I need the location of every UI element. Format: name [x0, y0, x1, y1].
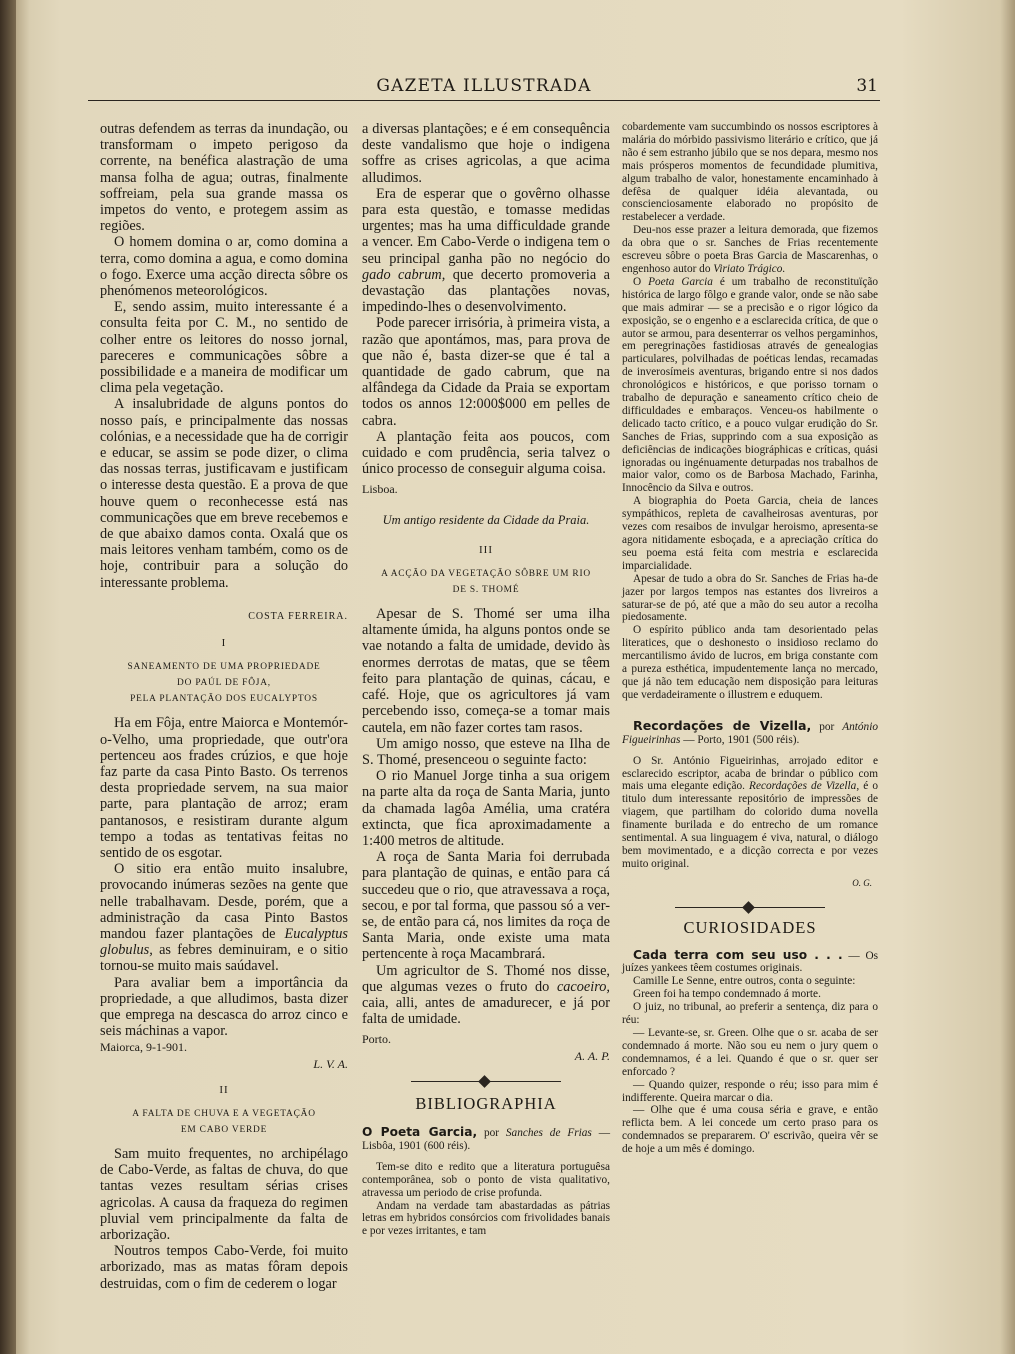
paragraph: Green foi ha tempo condemnado á morte.	[633, 988, 821, 1001]
emphasis: Recordações de Vizella,	[749, 780, 860, 793]
emphasis: Poeta Garcia	[648, 275, 713, 288]
paragraph: A biographia do Poeta Garcia, cheia de lances sympáthicos, repleta de cavalheirosas aventuras, por vezes com resaibos de invulgar heroismo, apresenta-se agora nitidamente esboçada, e a apreciação crítica do seu poema está feita com mestria e esclarecida imparcialidade.	[622, 495, 878, 572]
paragraph: Era de esperar que o govêrno olhasse para esta questão, e tomasse medidas urgentes; mas ha uma difficuldade grande a vencer. Em Cabo-Verde o indigena tem o seu principal ganha pão no negócio do gado cabrum, que decerto promoveria a devastação das plantações novas, impedindo-lhes o desenvolvimento.	[362, 185, 610, 316]
paragraph: cobardemente vam succumbindo os nossos escriptores à malária do mórbido passivismo literário e crítico, que já não é sem estranho júbilo que se nos depara, mesmo nos mais prósperos momentos de fecundidade plumitiva, algum trabalho de valor, honestamente encaminhado à defêsa de qualquer idéia alevantada, ou conscienciosamente elaborado no propósito de restabelecer a verdade.	[622, 121, 878, 224]
paragraph: — Olhe que é uma cousa séria e grave, e então reflicta bem. A lei concede um certo praso para os condemnados se prepararem. O' escrivão, queira vêr se de hoje a um mês é domingo.	[622, 1104, 878, 1156]
paragraph: Pode parecer irrisória, à primeira vista, a razão que apontámos, mas, para prova de que não é, basta dizer-se que é tal a quantidade de gado cabrum, que na alfândega da Cidade da Praia se exportam todos os annos 12:000$000 em pelles de cabra.	[362, 315, 610, 429]
paragraph: Para avaliar bem a importância da propriedade, a que alludimos, basta dizer que emprega na descasca do arroz cinco e seis máchinas a vapor.	[100, 974, 348, 1040]
binding-spine	[0, 0, 16, 1354]
byline: Um antigo residente da Cidade da Praia.	[382, 512, 590, 527]
paragraph: Deu-nos esse prazer a leitura demorada, que fizemos da obra que o sr. Sanches de Frias recentemente escreveu sôbre o poeta Bras Garcia de Mascarenhas, o engenhoso autor do Viriato Trágico.	[622, 224, 878, 275]
heading-line: DE S. THOMÉ	[452, 585, 520, 596]
heading-line: DO PAÚL DE FÔJA,	[177, 678, 271, 689]
section-numeral: I	[221, 637, 227, 650]
paragraph: Cada terra com seu uso . . . — Os juízes yankees têem costumes originais.	[622, 947, 879, 975]
book-author: António Figueirinhas	[622, 720, 878, 746]
paragraph: O rio Manuel Jorge tinha a sua origem na parte alta da roça de Santa Maria, junto da chamada lagôa Amélia, uma cratéra extincta, que fica aproximadamente a 1:400 metros de altitude.	[362, 768, 610, 849]
paragraph: Ha em Fôja, entre Maiorca e Montemór-o-Velho, uma propriedade, que outr'ora pertenceu aos frades crúzios, e que hoje faz parte da casa Pinto Basto. Os terrenos desta propriedade servem, na sua maior parte, para plantação de arroz; eram pantanosos, e resistiram durante algum tempo a todas as tentativas feitas no sentido de os esgotar.	[100, 715, 348, 861]
section-heading	[100, 1106, 348, 1138]
paragraph: O Poeta Garcia é um trabalho de reconstituïção histórica de largo fôlgo e grande valor, onde se não sabe que mais admirar — se a precisão e o rigor lógico da exposição, se o engenho e a esclarecida crítica, de que o autor se armou, para desenterrar os velhos pergaminhos, em peregrinações fastidiosas através de genealogias particulares, polvilhadas de poéticas lendas, recamadas de inverosímeis aventuras, brigando entre si nos dados chronológicos e históricos, e que porisso tornam o trabalho de depuração e saneamento crítico cheio de difficuldades e embaraços. Venceu-os habilmente o delicado tacto crítico, e a pouco vulgar erudição do Sr. Sanches de Frias, supprindo com a sua exposição as deficiências de indicações biográphicas e críticas, quási ignoradas ou ingénuamente deturpadas nos trabalhos de maior valor, como os de Barbosa Machado, Farinha, Innocêncio da Silva e outros.	[622, 275, 879, 495]
paragraph: Apesar de S. Thomé ser uma ilha altamente úmida, ha alguns pontos onde se vae notando a falta de umidade, devido às enormes derrotas de matas, que se têem feito para plantação de quinas, cácau, e café. Hoje, que os agricultores já vam percebendo isso, começa-se a tomar mais cautela, em não fazer cortes tam rasos.	[362, 606, 610, 736]
book-title: O Poeta Garcia,	[362, 1124, 478, 1139]
book-author: Sanches de Frias	[505, 1126, 592, 1139]
section-numeral: II	[219, 1083, 229, 1096]
emphasis: Viriato Trágico.	[713, 262, 786, 275]
paragraph: A insalubridade de alguns pontos do nosso país, e principalmente das nossas colónias, e a necessidade que ha de corrigir e educar, se assim se pode dizer, o clima das nossas terras, justificavam e justificam o interesse desta questão. E a prova de que houve quem o reconhecesse está nas communicações que em breve recebemos e de que abaixo damos conta. Oxalá que os mais leitores venham também, como os de hoje, contribuir para a solução do interessante problema.	[100, 396, 348, 591]
section-heading	[100, 659, 348, 707]
ornamental-rule	[411, 1076, 561, 1088]
paragraph: outras defendem as terras da inundação, ou transformam o impeto perigoso da corrente, na benéfica alastração de uma mansa folha de agua; outras, finalmente soffreiam, pela sua grande massa os impetos do vento, e protegem assim as regiões.	[100, 121, 348, 235]
species-name: Eucalyptus globulus,	[100, 925, 348, 959]
section-numeral: III	[479, 543, 493, 556]
paragraph: Andam na verdade tam abastardadas as pátrias letras em hybridos consórcios com frivolidades banais e por vezes irritantes, e tam	[362, 1199, 610, 1238]
heading-line: EM CABO VERDE	[180, 1124, 268, 1135]
paragraph: O juiz, no tribunal, ao preferir a sentença, diz para o réu:	[622, 1001, 878, 1027]
paragraph: O Sr. António Figueirinhas, arrojado editor e esclarecido escriptor, acaba de brindar o público com mais uma elegante edição. Recordações de Vizella, é o titulo dum interessante repositório de impressões de viagem, que partilham do colorido duma novella finamente burilada e do entrecho de um romance sentimental. A sua linguagem é viva, natural, o diálogo bem movimentado, e a dicção correcta e por vezes muito original.	[622, 754, 878, 870]
author-initials: A. A. P.	[574, 1048, 610, 1063]
heading-line: A ACÇÃO DA VEGETAÇÃO SÔBRE UM RIO	[381, 569, 591, 580]
column-3	[622, 121, 878, 1156]
paragraph: Noutros tempos Cabo-Verde, foi muito arborizado, mas as matas fôram depois destruidas, com o fim de cederem o logar	[100, 1243, 348, 1292]
emphasis: cacoeiro,	[556, 978, 610, 995]
paragraph: Camille Le Senne, entre outros, conta o seguinte:	[633, 975, 856, 988]
dateline: Lisboa.	[362, 482, 398, 497]
paragraph: a diversas plantações; e é em consequência deste vandalismo que hoje o indigena soffre as crises agricolas, a que acima alludimos.	[362, 121, 610, 186]
author-initials: L. V. A.	[313, 1056, 348, 1071]
paragraph: — Quando quizer, responde o réu; isso para mim é indifferente. Queira marcar o dia.	[622, 1078, 878, 1104]
column-2	[362, 121, 610, 1238]
running-header	[88, 72, 880, 101]
paragraph: O espírito público anda tam desorientado pelas literatices, que o deshonesto o insidioso reclamo do mercantilismo ávido de lucros, em briga constante com a pureza esthética, impudentemente lança no mercado, que já não tem educação nem disposição para leituras que verdadeiramente o illustrem e eduquem.	[622, 624, 878, 701]
paragraph: Apesar de tudo a obra do Sr. Sanches de Frias ha-de jazer por largos tempos nas estantes dos livreiros a saturar-se de pó, até que a mão do seu autor a recolha piedosamente.	[622, 572, 878, 624]
heading-line: SANEAMENTO DE UMA PROPRIEDADE	[127, 662, 321, 673]
book-entry: O Poeta Garcia, por Sanches de Frias — Lisbôa, 1901 (600 réis).	[362, 1124, 611, 1152]
paragraph: Sam muito frequentes, no archipélago de Cabo-Verde, as faltas de chuva, do que tantas vezes resultam sérias crises agricolas. A causa da fraqueza do regimen pluvial vem principalmente da falta de arborização.	[100, 1145, 348, 1243]
author-signature: COSTA FERREIRA.	[248, 610, 348, 622]
paragraph: Um amigo nosso, que esteve na Ilha de S. Thomé, presenceou o seguinte facto:	[362, 735, 610, 768]
emphasis: gado cabrum,	[362, 266, 446, 283]
paragraph: Tem-se dito e redito que a literatura portuguêsa contemporânea, sob o ponto de vista qualitativo, atravessa um periodo de crise profunda.	[362, 1160, 610, 1199]
newspaper-title: GAZETA ILLUSTRADA	[376, 76, 592, 96]
lead-in: Cada terra com seu uso . . .	[633, 947, 843, 962]
paragraph: O sitio era então muito insalubre, provocando inúmeras sezões na gente que nelle trabalhavam. Desde, porém, que a administração da casa Pinto Bastos mandou fazer plantações de Eucalyptus globulus, as febres deminuiram, e o sitio tornou-se muito mais saúdavel.	[100, 861, 348, 975]
paragraph: Um agricultor de S. Thomé nos disse, que algumas vezes o fruto do cacoeiro, caia, alli, antes de amadurecer, e já por falta de umidade.	[362, 962, 610, 1028]
paragraph: A plantação feita aos poucos, com cuidado e com prudência, seria talvez o único processo de conseguir alguma coisa.	[362, 428, 610, 478]
dateline: Porto.	[362, 1032, 392, 1047]
paragraph: E, sendo assim, muito interessante é a consulta feita por C. M., no sentido de colher entre os leitores do nosso jornal, pareceres e communicações sôbre a possibilidade e a maneira de modificar um clima pela vegetação.	[100, 299, 348, 397]
book-entry: Recordações de Vizella, por António Figueirinhas — Porto, 1901 (500 réis).	[622, 717, 878, 746]
section-title-bibliographia: BIBLIOGRAPHIA	[415, 1093, 557, 1113]
column-1	[100, 121, 348, 1292]
heading-line: PELA PLANTAÇÃO DOS EUCALYPTOS	[130, 694, 318, 705]
section-heading	[362, 566, 610, 598]
book-title: Recordações de Vizella,	[633, 717, 812, 733]
page-number: 31	[856, 76, 878, 96]
dateline: Maiorca, 9-1-901.	[100, 1040, 187, 1055]
paragraph: O homem domina o ar, como domina a terra, como domina a agua, e como domina o fogo. Exerce uma acção directa sôbre os phenómenos meteorológicos.	[100, 234, 348, 300]
ornamental-rule	[675, 902, 825, 914]
section-title-curiosidades: CURIOSIDADES	[683, 917, 817, 937]
author-initials: O. G.	[852, 877, 872, 888]
paragraph: A roça de Santa Maria foi derrubada para plantação de quinas, e então para cá succedeu que o rio, que atravessava a roça, secou, e por tal forma, que passou só a ver-se, de então para cá, nos limites da roça de Santa Maria, onde existe uma mata pertencente à roça Macambrará.	[362, 849, 610, 963]
heading-line: A FALTA DE CHUVA E A VEGETAÇÃO	[132, 1108, 316, 1119]
paragraph: — Levante-se, sr. Green. Olhe que o sr. acaba de ser condemnado á morte. Não sou eu nem o jury quem o condemnamos, é a lei. Quando é que o sr. quer ser enforcado ?	[622, 1027, 878, 1078]
